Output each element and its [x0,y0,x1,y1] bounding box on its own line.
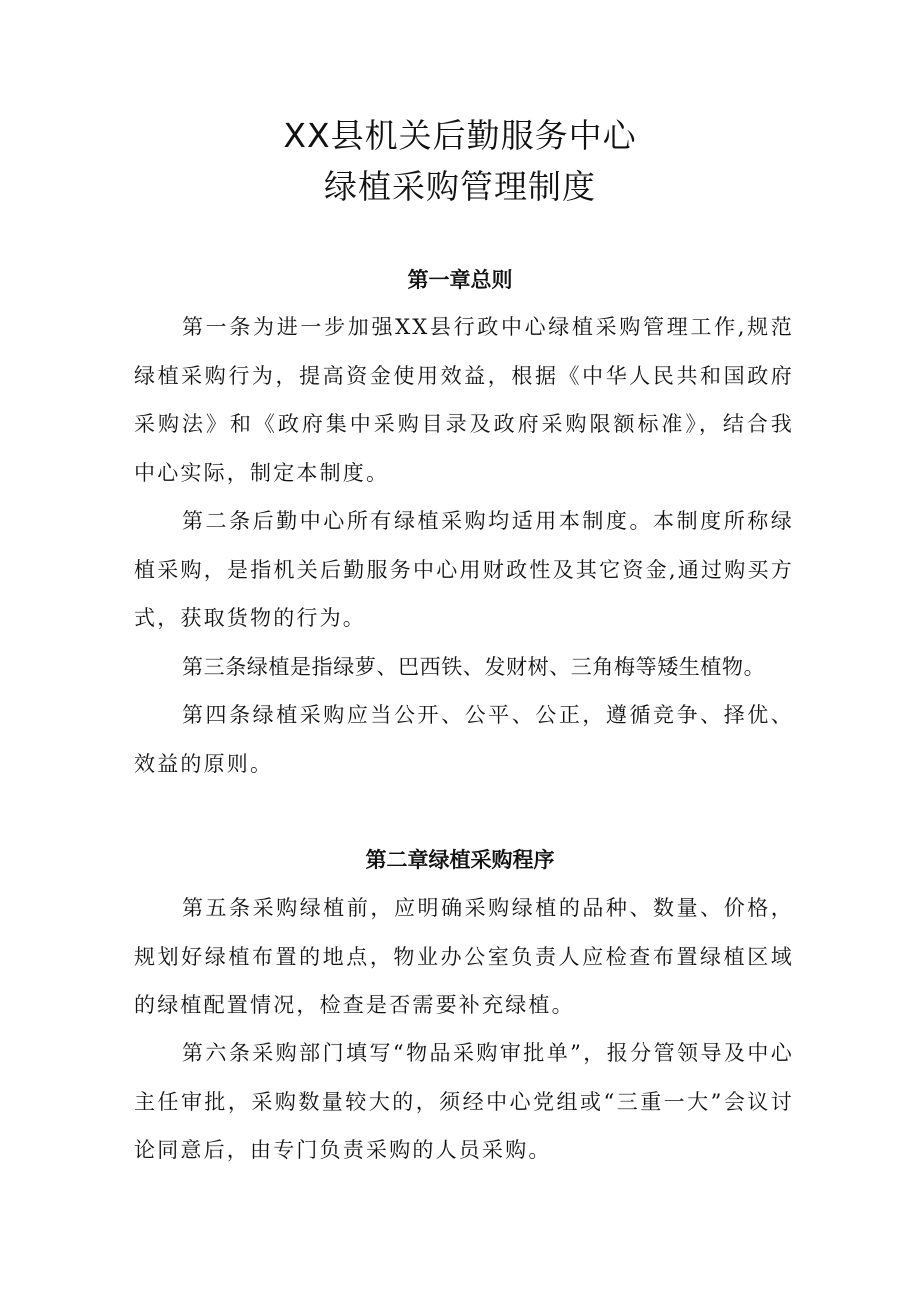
document-title-line-2: 绿植采购管理制度 [324,167,596,206]
chapter-1-heading: 第一章总则 [407,268,513,292]
article-4: 第四条绿植采购应当公开、公平、公正，遵循竞争、择优、效益的原则。 [134,703,794,776]
document-title-line-1: XX县机关后勤服务中心 [283,116,637,155]
chapter-2-heading: 第二章绿植采购程序 [365,848,555,872]
article-6: 第六条采购部门填写“物品采购审批单”，报分管领导及中心主任审批，采购数量较大的，须经中心党组或“三重一大”会议讨论同意后，由专门负责采购的人员采购。 [134,1041,794,1162]
article-5: 第五条采购绿植前，应明确采购绿植的品种、数量、价格，规划好绿植布置的地点，物业办公室负责人应检查布置绿植区域的绿植配置情况，检查是否需要补充绿植。 [134,896,794,1017]
article-3: 第三条绿植是指绿萝、巴西铁、发财树、三角梅等矮生植物。 [182,655,766,679]
article-1: 第一条为进一步加强XX县行政中心绿植采购管理工作,规范绿植采购行为，提高资金使用效益，根据《中华人民共和国政府采购法》和《政府集中采购目录及政府采购限额标准》，结合我中心实际，制定本制度。 [134,315,794,485]
article-2: 第二条后勤中心所有绿植采购均适用本制度。本制度所称绿植采购，是指机关后勤服务中心用财政性及其它资金,通过购买方式，获取货物的行为。 [134,509,794,630]
